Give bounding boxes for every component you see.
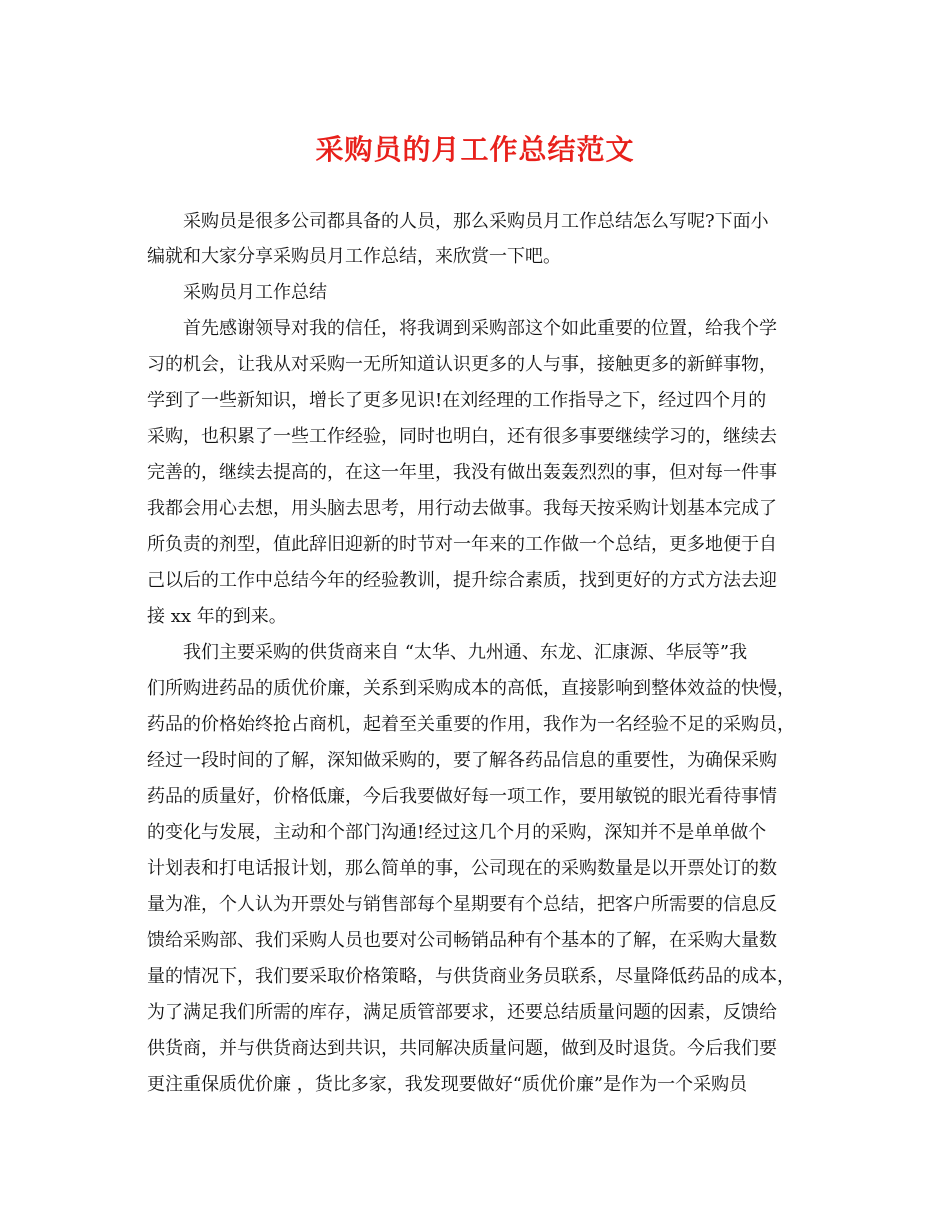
paragraph-line: 习的机会，让我从对采购一无所知道认识更多的人与事，接触更多的新鲜事物， xyxy=(147,354,777,375)
paragraph-line: 所负责的剂型，值此辞旧迎新的时节对一年来的工作做一个总结，更多地便于自 xyxy=(147,534,777,555)
paragraph-line: 计划表和打电话报计划，那么简单的事，公司现在的采购数量是以开票处订的数 xyxy=(147,858,777,879)
paragraph-line: 药品的质量好，价格低廉，今后我要做好每一项工作，要用敏锐的眼光看待事情 xyxy=(147,786,777,807)
paragraph-line: 己以后的工作中总结今年的经验教训，提升综合素质，找到更好的方式方法去迎 xyxy=(147,570,777,591)
paragraph-line: 我们主要采购的供货商来自 “太华、九州通、东龙、汇康源、华辰等”我 xyxy=(183,642,748,663)
paragraph-line: 首先感谢领导对我的信任，将我调到采购部这个如此重要的位置，给我个学 xyxy=(183,318,777,339)
paragraph-line: 经过一段时间的了解，深知做采购的，要了解各药品信息的重要性，为确保采购 xyxy=(147,750,777,771)
paragraph-line: 我都会用心去想，用头脑去思考，用行动去做事。我每天按采购计划基本完成了 xyxy=(147,498,777,519)
paragraph-line: 更注重保质优价廉 ，货比多家，我发现要做好“质优价廉”是作为一个采购员 xyxy=(147,1074,748,1095)
paragraph-line: 学到了一些新知识，增长了更多见识!在刘经理的工作指导之下，经过四个月的 xyxy=(147,390,767,411)
paragraph-line: 馈给采购部、我们采购人员也要对公司畅销品种有个基本的了解，在采购大量数 xyxy=(147,930,777,951)
paragraph-line: 量为准，个人认为开票处与销售部每个星期要有个总结，把客户所需要的信息反 xyxy=(147,894,777,915)
paragraph-line: 供货商，并与供货商达到共识，共同解决质量问题，做到及时退货。今后我们要 xyxy=(147,1038,777,1059)
paragraph-line: 完善的，继续去提高的，在这一年里，我没有做出轰轰烈烈的事，但对每一件事 xyxy=(147,462,777,483)
paragraph-line: 接 xx 年的到来。 xyxy=(147,606,287,627)
section-heading: 采购员月工作总结 xyxy=(183,282,327,303)
document-title: 采购员的月工作总结范文 xyxy=(315,133,635,166)
paragraph-line: 采购，也积累了一些工作经验，同时也明白，还有很多事要继续学习的，继续去 xyxy=(147,426,777,447)
paragraph-line: 量的情况下，我们要采取价格策略，与供货商业务员联系，尽量降低药品的成本， xyxy=(147,966,795,987)
paragraph-line: 的变化与发展，主动和个部门沟通!经过这几个月的采购，深知并不是单单做个 xyxy=(147,822,767,843)
paragraph-line: 们所购进药品的质优价廉，关系到采购成本的高低，直接影响到整体效益的快慢， xyxy=(147,678,795,699)
paragraph-line: 为了满足我们所需的库存，满足质管部要求，还要总结质量问题的因素，反馈给 xyxy=(147,1002,777,1023)
paragraph-line: 采购员是很多公司都具备的人员，那么采购员月工作总结怎么写呢?下面小 xyxy=(183,211,769,232)
paragraph-line: 编就和大家分享采购员月工作总结，来欣赏一下吧。 xyxy=(147,246,561,267)
paragraph-line: 药品的价格始终抢占商机，起着至关重要的作用，我作为一名经验不足的采购员， xyxy=(147,714,795,735)
